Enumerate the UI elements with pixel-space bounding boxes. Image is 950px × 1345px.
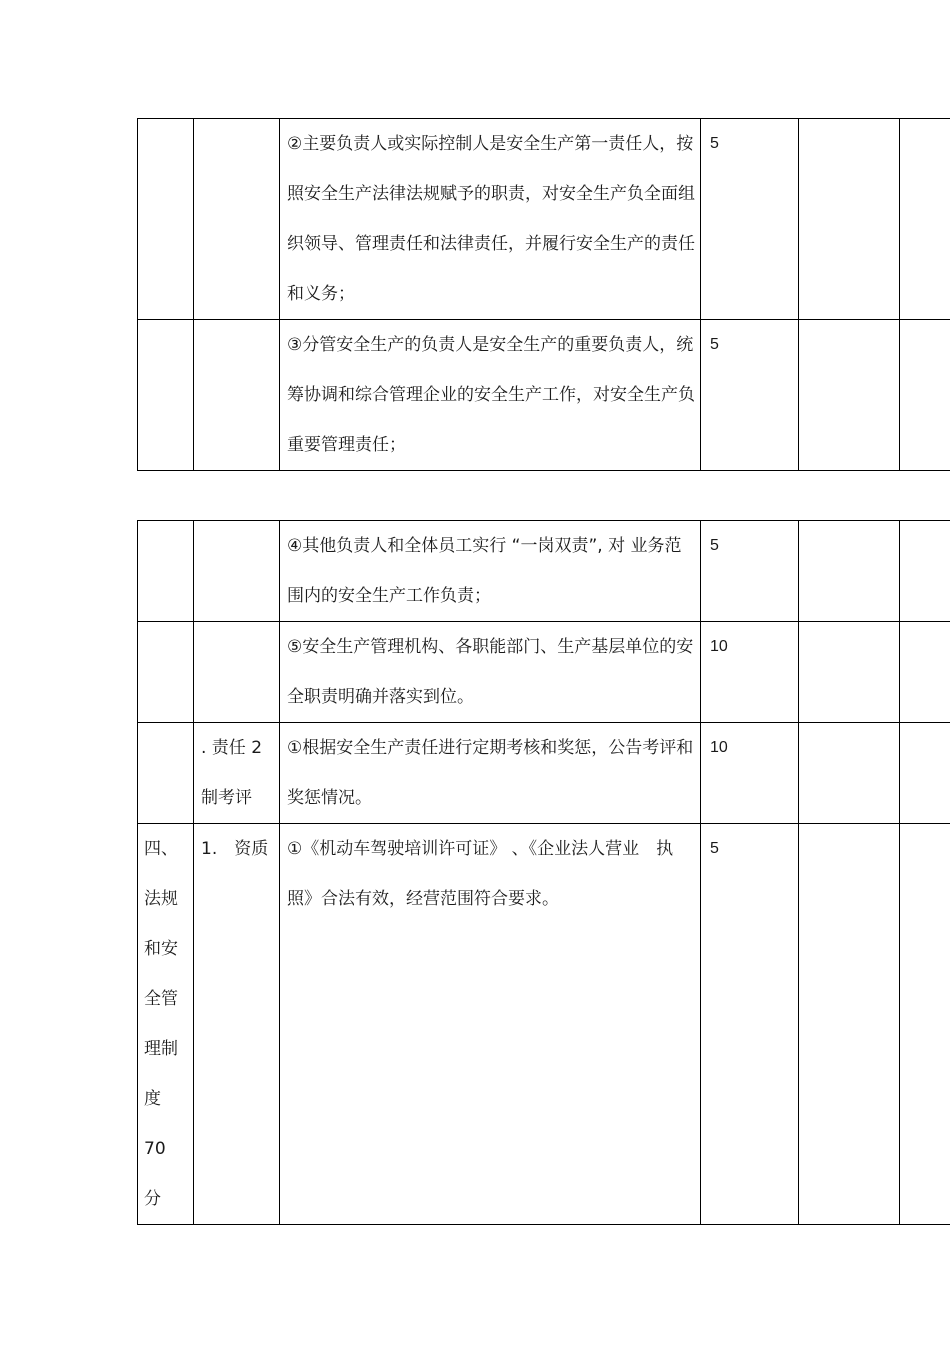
category-line: 法规 bbox=[144, 889, 178, 909]
table-row bbox=[138, 521, 950, 622]
remark-cell bbox=[900, 320, 950, 471]
category-line: 分 bbox=[144, 1189, 161, 1209]
content-cell: ①《机动车驾驶培训许可证》 、《企业法人营业 执照》合法有效，经营范围符合要求。 bbox=[280, 824, 701, 1225]
content-cell: ③分管安全生产的负责人是安全生产的重要负责人，统筹协调和综合管理企业的安全生产工作，对安全生产负重要管理责任； bbox=[280, 320, 701, 471]
deduction-cell bbox=[799, 521, 900, 622]
category-line: 70 bbox=[144, 1139, 166, 1159]
category-cell bbox=[138, 521, 194, 622]
deduction-cell bbox=[799, 723, 900, 824]
score-cell: 10 bbox=[701, 622, 799, 723]
remark-cell bbox=[900, 824, 950, 1225]
category-line: 度 bbox=[144, 1089, 161, 1109]
subitem-cell bbox=[194, 521, 280, 622]
content-cell: ②主要负责人或实际控制人是安全生产第一责任人，按照安全生产法律法规赋予的职责，对安全生产负全面组织领导、管理责任和法律责任，并履行安全生产的责任和义务； bbox=[280, 119, 701, 320]
remark-cell bbox=[900, 521, 950, 622]
content-cell: ④其他负责人和全体员工实行 “一岗双责”, 对 业务范围内的安全生产工作负责； bbox=[280, 521, 701, 622]
deduction-cell bbox=[799, 824, 900, 1225]
table-row bbox=[138, 119, 950, 320]
content-cell: ⑤安全生产管理机构、各职能部门、生产基层单位的安全职责明确并落实到位。 bbox=[280, 622, 701, 723]
score-cell: 5 bbox=[701, 119, 799, 320]
score-cell: 5 bbox=[701, 521, 799, 622]
category-line: 四、 bbox=[144, 839, 178, 859]
score-cell: 10 bbox=[701, 723, 799, 824]
table-row bbox=[138, 622, 950, 723]
category-line: 全管 bbox=[144, 989, 178, 1009]
evaluation-table-top bbox=[137, 118, 950, 471]
subitem-cell: . 责任 2 制考评 bbox=[194, 723, 280, 824]
content-cell: ①根据安全生产责任进行定期考核和奖惩，公告考评和奖惩情况。 bbox=[280, 723, 701, 824]
table-row bbox=[138, 723, 950, 824]
category-cell bbox=[138, 320, 194, 471]
score-cell: 5 bbox=[701, 824, 799, 1225]
deduction-cell bbox=[799, 320, 900, 471]
score-cell: 5 bbox=[701, 320, 799, 471]
subitem-cell bbox=[194, 119, 280, 320]
category-cell bbox=[138, 723, 194, 824]
evaluation-table-bottom bbox=[137, 520, 950, 1225]
table-row bbox=[138, 320, 950, 471]
deduction-cell bbox=[799, 119, 900, 320]
category-cell bbox=[138, 622, 194, 723]
category-cell bbox=[138, 119, 194, 320]
deduction-cell bbox=[799, 622, 900, 723]
category-cell-laws-and-regulations bbox=[138, 824, 194, 1225]
subitem-cell bbox=[194, 320, 280, 471]
category-line: 理制 bbox=[144, 1039, 178, 1059]
table-row bbox=[138, 824, 950, 1225]
subitem-cell: 1. 资质 bbox=[194, 824, 280, 1225]
remark-cell bbox=[900, 622, 950, 723]
category-line: 和安 bbox=[144, 939, 178, 959]
subitem-cell bbox=[194, 622, 280, 723]
remark-cell bbox=[900, 723, 950, 824]
remark-cell bbox=[900, 119, 950, 320]
